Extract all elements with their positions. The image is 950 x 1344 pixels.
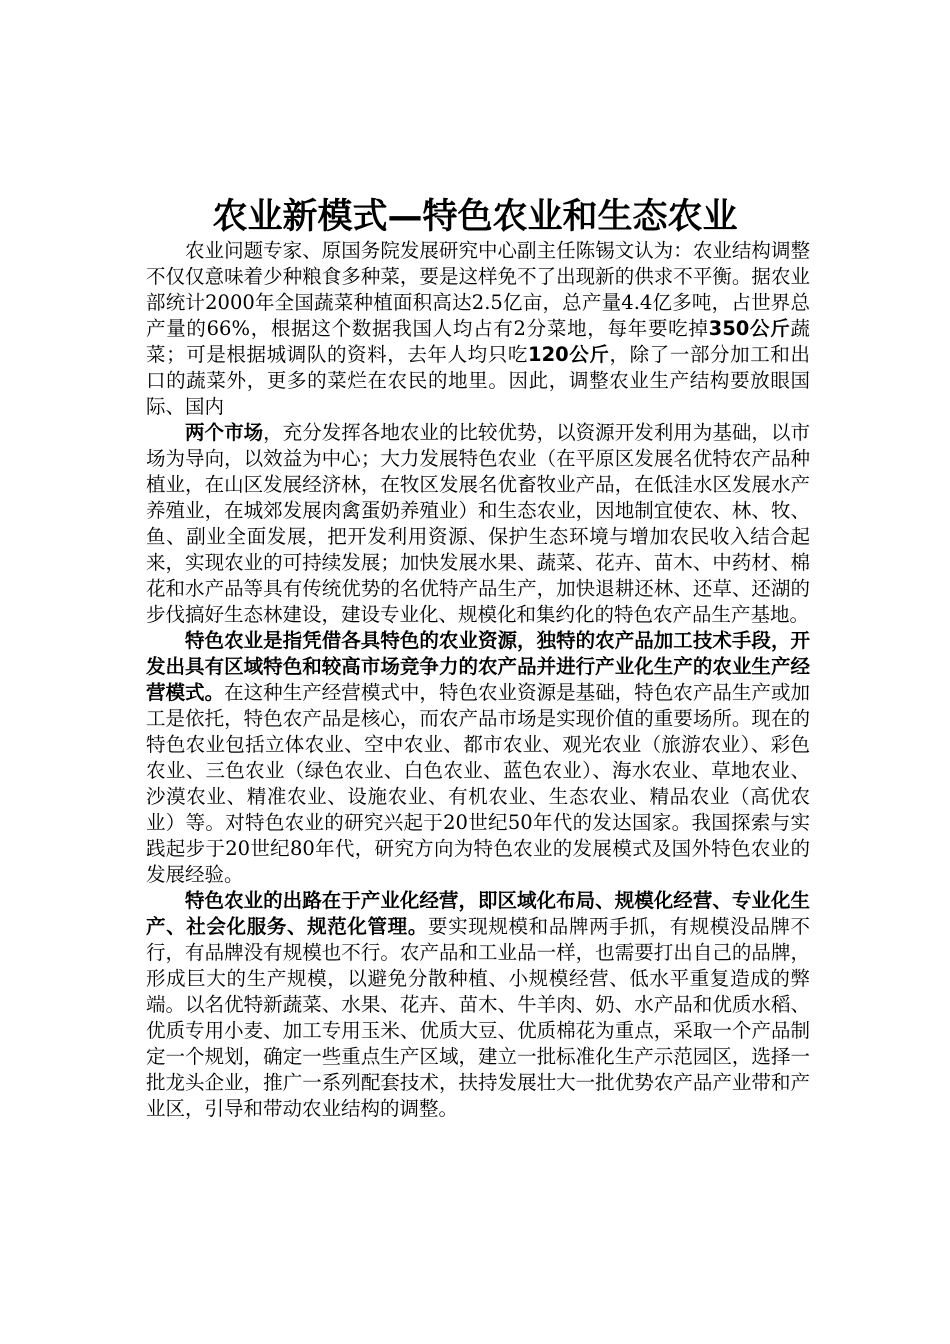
- paragraph-1-bold-120: 120公斤: [528, 343, 610, 366]
- paragraph-1-bold-350: 350公斤: [708, 317, 791, 340]
- paragraph-4: [146, 888, 810, 1122]
- paragraph-2-bold: 两个市场: [185, 421, 264, 444]
- paragraph-1-text-c: 蔬菜；可是根据城调队的资料，去年人均只吃: [146, 317, 810, 366]
- paragraph-3: [146, 628, 810, 888]
- document-body: [146, 238, 810, 1122]
- document-title: 农业新模式—特色农业和生态农业: [212, 197, 738, 237]
- paragraph-2-text: ，充分发挥各地农业的比较优势，以资源开发利用为基础，以市场为导向，以效益为中心；大力发展特色农业（在平原区发展名优特农产品种植业，在山区发展经济林，在牧区发展名优畜牧业产品，在低洼水区发展水产养殖业，在城郊发展肉禽蛋奶养殖业）和生态农业，因地制宜使农、林、牧、鱼、副业全面发展，把开发利用资源、保护生态环境与增加农民收入结合起来，实现农业的可持续发展；加快发展水果、蔬菜、花卉、苗木、中药材、棉花和水产品等具有传统优势的名优特产品生产，加快退耕还林、还草、还湖的步伐搞好生态林建设，建设专业化、规模化和集约化的特色农产品生产基地。: [146, 421, 810, 626]
- paragraph-1-text-e: ，除了一部分加工和出口的蔬菜外，更多的菜烂在农民的地里。因此，调整农业生产结构要放眼国际、国内: [146, 343, 810, 418]
- paragraph-1-text-a: 农业问题专家、原国务院发展研究中心副主任陈锡文认为：农业结构调整不仅仅意味着少种粮食多种菜，要是这样免不了出现新的供求不平衡。据农业部统计2000年全国蔬菜种植面积高达2.5亿亩，总产量4.4亿多吨，占世界总产量的66%，根据这个数据我国人均占有2分菜地，每年要吃掉: [146, 239, 810, 340]
- paragraph-3-bold: 特色农业是指凭借各具特色的农业资源，独特的农产品加工技术手段，开发出具有区域特色和较高市场竞争力的农产品并进行产业化生产的农业生产经营模式。: [146, 629, 810, 704]
- paragraph-3-text: 在这种生产经营模式中，特色农业资源是基础，特色农产品生产或加工是依托，特色农产品是核心，而农产品市场是实现价值的重要场所。现在的特色农业包括立体农业、空中农业、都市农业、观光农业（旅游农业）、彩色农业、三色农业（绿色农业、白色农业、蓝色农业）、海水农业、草地农业、沙漠农业、精准农业、设施农业、有机农业、生态农业、精品农业（高优农业）等。对特色农业的研究兴起于20世纪50年代的发达国家。我国探索与实践起步于20世纪80年代，研究方向为特色农业的发展模式及国外特色农业的发展经验。: [146, 681, 810, 886]
- paragraph-2: [146, 420, 810, 628]
- paragraph-4-bold: 特色农业的出路在于产业化经营，即区域化布局、规模化经营、专业化生产、社会化服务、规范化管理。: [146, 889, 810, 938]
- paragraph-4-text: 要实现规模和品牌两手抓，有规模没品牌不行，有品牌没有规模也不行。农产品和工业品一样，也需要打出自己的品牌，形成巨大的生产规模，以避免分散种植、小规模经营、低水平重复造成的弊端。以名优特新蔬菜、水果、花卉、苗木、牛羊肉、奶、水产品和优质水稻、优质专用小麦、加工专用玉米、优质大豆、优质棉花为重点，采取一个产品制定一个规划，确定一些重点生产区域，建立一批标准化生产示范园区，选择一批龙头企业，推广一系列配套技术，扶持发展壮大一批优势农产品产业带和产业区，引导和带动农业结构的调整。: [146, 915, 810, 1120]
- paragraph-1: [146, 238, 810, 420]
